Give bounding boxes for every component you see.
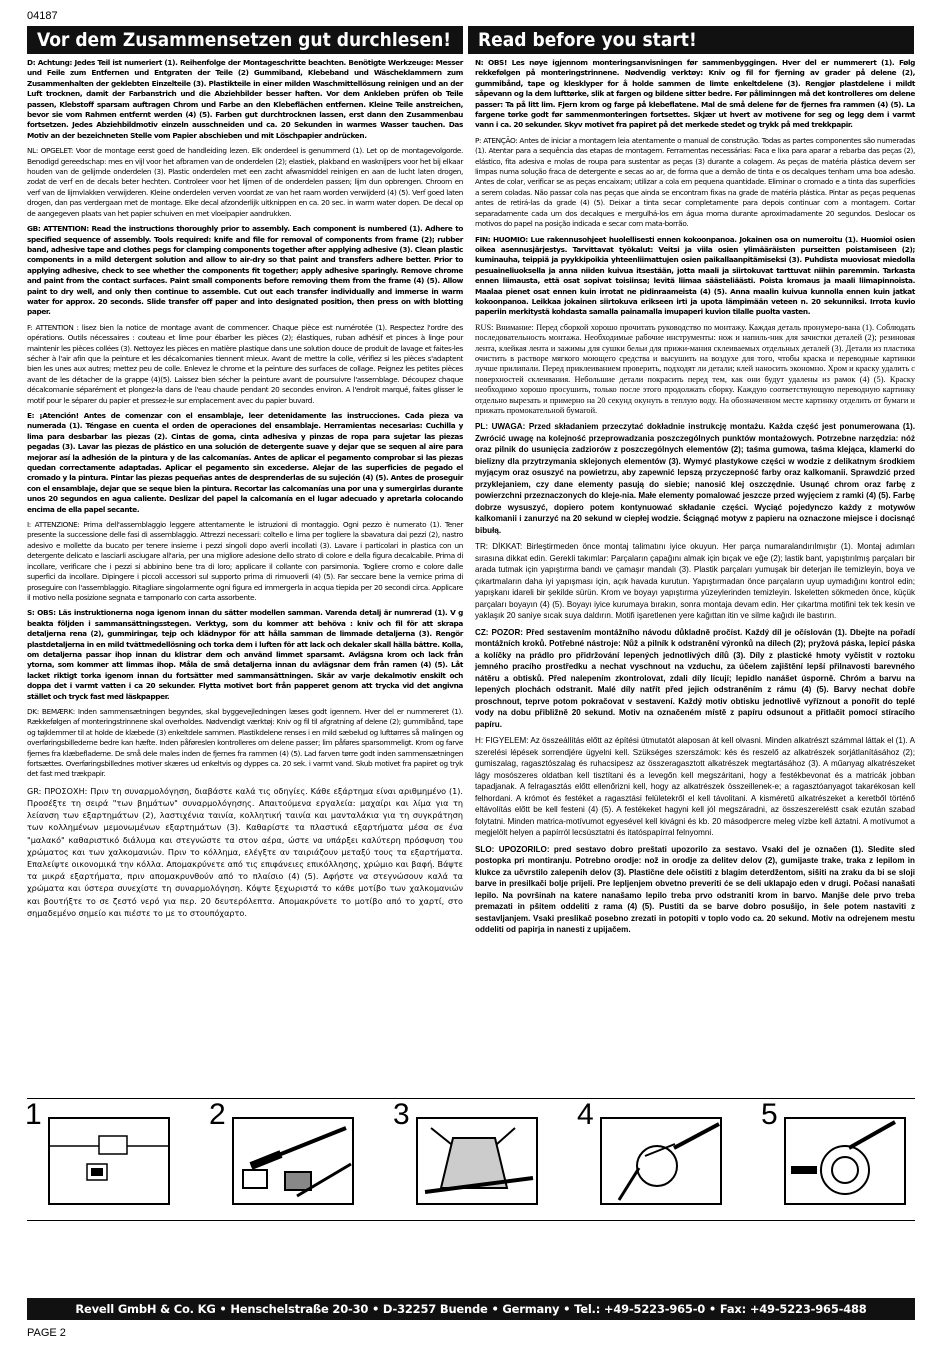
step-number: 2 (209, 1098, 226, 1131)
step-number: 5 (761, 1098, 778, 1131)
divider (27, 1098, 915, 1099)
text-fr: F: ATTENTION : lisez bien la notice de montage avant de commencer. Chaque pièce est numérotée (1). Respectez l'ordre des opérations. Outils nécessaires : couteau et lime pour ébarber les pièces (2); élastiques, ruban adhésif et pinces à linge pour maintenir les pièces collées (3). Nettoyez les pièces en matière plastique dans une solution douce de produit de lavage et faites-les sécher à l'air afin que la peinture et les décalcomanies tiennent mieux. Avant de mettre la colle, vérifiez si les pièces s'adaptent bien les unes aux autres; mettez peu de colle. Enlevez le chrome et la peinture des surfaces de collage. Peignez les petites pièces avant de les détacher de la grappe (4)(5). Laissez bien sécher la peinture avant de poursuivre l'assemblage. Découpez chaque décalcomanie séparément et plongez-la dans de l'eau chaude pendant 20 secondes environ. A l'endroit marqué, faites glisser le motif pour le séparer du papier et pressez-le sur emplacement avec du papier buvard. (27, 322, 463, 405)
text-es: E: ¡Atención! Antes de comenzar con el ensamblaje, leer detenidamente las instrucciones. Cada pieza va numerada (1). Téngase en cuenta el orden de operaciones del ensamblaje. Herramientas necesarias: Cuchilla y lima para desbarbar las piezas (2). Cintas de goma, cinta adhesiva y pinzas de ropa para sujetar las piezas pegadas (3). Lavar las piezas de plástico en una solución de detergente suave y dejar que se sequen al aire para mejorar así la adhesión de la pintura y de las calcomanías. Antes de aplicar el pegamento comprobar si las piezas quedan correctamente adaptadas. Aplicar el pegamento sin excederse. Alejar de las superficies de pegado el cromado y la pintura. Pintar las piezas pequeñas antes de desprenderlas de su sujeción (4) (5). Antes de proseguir con el ensamblaje, dejar que se seque bien la pintura. Recortar las calcomanías una por una y sumergirlas durante unos 20 segundos en agua caliente. Deslizar del papel la calcomanía en el lugar adecuado y apretarla colocando encima de ella papel secante. (27, 411, 463, 514)
text-cz: CZ: POZOR: Před sestavením montážního návodu důkladně pročíst. Každý díl je očíslován (1). Dbejte na pořadí montážních kroků. Potřebné nástroje: Nůž a pilník k odstranění výronků na dílech (2); pryžová páska, lepicí páska a kolíčky na prádlo pro přidržování lepených jednotlivých dílů (3). Díly z plastické hmoty vyčistit v roztoku jemného pracího prostředku a nechat vyschnout na vzduchu, za účelem zajištění lepší přilnavosti barevného nátěru a obtisků. Před nalepením zkontrolovat, zdali díly lícují; lepidlo nanášet úsporně. Chróm a barvu na lepených plochách odstranit. Malé díly natřít před jejich odstraněním z rámu (4) (5). Barvy nechat dobře proschnout, teprve potom pokračovat v sestavení. Každý motiv obtisku jednotlivě vyříznout a ponořit do teplé vody na dobu přibližně 20 sekund. Motiv na označeném místě z papíru odsunout a přitlačit pomocí stíracího papíru. (475, 627, 915, 729)
text-se: S: OBS: Läs instruktionerna noga igenom innan du sätter modellen samman. Varenda detalj är numrerad (1). V g beakta följden i sammansättningsstegen. Verktyg, som du kommer att behöva : kniv och fil för att skrapa detaljerna rena (2), gummiringar, tejp och klädnypor för att hålla samman de limmade detaljerna (3). Rengör plastdetaljerna in en mild tvättmedellösning och torka dem i luften för att lack och dekaler skall hälla bättre. Kolla, om detaljerna passar ihop innan du klistrar dem och använd limmet sparsamt. Avlägsna krom och lack från ytorna, som kommer att limmas ihop. Måla de små detaljerna innan du avlägsnar dem från ramen (4) (5). Låt lacket riktigt torka igenom innan du fortsätter med sammansättningen. Skär av varje dekalmotiv enskilt och doppa det i varmt vatten i ca 20 sekunder. Flytta motivet bort från papperet genom att trycka vid det angivna stället och tryck fast med läskpapper. (27, 608, 463, 701)
left-column (27, 58, 463, 924)
text-gr: GR: ΠΡΟΣΟΧΗ: Πριν τη συναρμολόγηση, διαβάστε καλά τις οδηγίες. Κάθε εξάρτημα είναι αριθμημένο (1). Προσέξτε τη σειρά "των βημάτων" συναρμολόγησης. Απαιτούμενα εργαλεία: μαχαίρι και λίμα για τη λείανση των εξαρτημάτων (2), λαστιχένια ταινία, κολλητική ταινία και μανταλάκια για τη συγκράτηση των κολλημένων μεμονωμένων εξαρτημάτων (3). Καθαρίστε τα πλαστικά εξαρτήματα μέσα σε ένα "μαλακό" καθαριστικό διάλυμα και στεγνώστε τα στον αέρα, ώστε να υπάρξει καλύτερη πρόσφυση του χρώματος και των χαλκομανιών. Πριν το κόλλημα, ελέγξτε αν ταιριάζουν μεταξύ τους τα εξαρτήματα. Επαλείψτε οικονομικά την κόλλα. Απομακρύνετε από τις επιφάνειες επικόλλησης, χρώμιο και βαφή. Βάψτε τα μικρά εξαρτήματα, πριν απομακρυνθούν από το πλαίσιο (4) (5). Αφήστε να στεγνώσουν καλά τα χρώματα και ύστερα συνεχίστε τη συναρμολόγηση. Κόψτε ξεχωριστά το κάθε μοτίβο των χαλκομανιών και βουτήξτε το σε ζεστό νερό για περ. 20 δευτερόλεπτα. Απομακρύνετε το μοτίβο από το χαρτί, στο σημαδεμένο σημείο και πιέστε το με το στουπόχαρτο. (27, 785, 463, 918)
text-it: I: ATTENZIONE: Prima dell'assemblaggio leggere attentamente le istruzioni di montaggio. Ogni pezzo è numerato (1). Tener presente la successione delle fasi di assemblaggio. Attrezzi necessari: coltello e lima per togliere la sbavatura dai pezzi (2), nastro adesivo e mollette da bucato per tenere insieme i pezzi singoli dopo averli incollati (3). Lavare i particolari in plastica con un detergente delicato e lasciarli asciugare all'aria, per una migliore adesione dello strato di colore e della figura decalcabile. Prima di incollare, verificare che i pezzi si abbinino bene tra di loro; applicare il collante con parsimonia. Togliere cromo e colore dalle superfici da incollare. Dipingere i piccoli accessori sul supporto prima di rimuoverli (4) (5). Far seccare bene la vernice prima di proseguire con l'assemblaggio. Ritagliare singolarmente ogni figura ed immergerla in acqua tiepida per 20 secondi circa. Applicare il motivo nella posizione segnata e tamponarlo con carta assorbente. (27, 520, 463, 602)
text-fi: FIN: HUOMIO: Lue rakennusohjeet huolellisesti ennen kokoonpanoa. Jokainen osa on numeroitu (1). Huomioi osien oikea asennusjärjestys. Tarvittavat työkalut: Veitsi ja viila osien ylimääräisten purseitten poistamiseen (2); kuminauha, teippiä ja pyykkipoikia yhteenliimattujen osien paikallaanpitämiseksi (3). Puhdista muoviosat miedolla pesuaineliuoksella ja anna niiden kuivua itsestään, jotta maali ja siirtokuvat tarttuvat niihin paremmin. Tarkasta ennen liimausta, että osat sopivat toisiinsa; levitä liimaa säästeliäästi. Poista kromaus ja maali liimapinnoista. Maalaa pienet osat ennen kuin irrotat ne pidinraameista (4) (5). Anna maalin kuivua kunnolla ennen kuin jatkat kokoonpanoa. Leikkaa jokainen siirtokuva erikseen irti ja upota lämpimään veteen n. 20 sekunniksi. Irrota kuvio paperiin merkitystä kohdasta samalla painamalla imupaperi kuvion tilalle puolta vasten. (475, 234, 915, 317)
knife-file-icon (211, 1108, 361, 1212)
assembly-steps (25, 1098, 915, 1214)
text-gb: GB: ATTENTION: Read the instructions thoroughly prior to assembly. Each component is numbered (1). Adhere to specified sequence of assembly. Tools required: knife and file for removal of components from frame (2); rubber band, adhesive tape and clothes pegs for clamping components together after applying adhesive (3). Clean plastic components in a mild detergent solution and allow to air-dry so that paint and transfers adhere better. Prior to applying adhesive, check to see whether the components fit together; apply adhesive sparingly. Remove chrome and paint from the contact surfaces. Paint small components before removing them from the frame (4) (5). Allow paint to dry well, and only then continue to assemble. Cut out each transfer individually and immerse in warm water for approx. 20 seconds. Slide transfer off paper and into designated position, then press on with blotting paper. (27, 224, 463, 317)
paint-brush-icon (579, 1108, 729, 1212)
clamp-icon (395, 1108, 545, 1212)
step-number: 1 (25, 1098, 42, 1131)
step-2 (209, 1098, 361, 1212)
text-slo: SLO: UPOZORILO: pred sestavo dobro preštati upozorilo za sestavo. Vsaki del je označen (1). Sledite sled postopka pri montiranju. Potrebno orodje: nož in orodje za delitev delov (2), gumijaste trake, traka z lepilom in klukce za učvrstilo zalepenih delov (3). Plastične dele očistiti z blagim deterdžentom, sišiti na zraku da bi se sloji barve in presilkači bolje prijeli. Pre lepljenjem obvetno preveriti će se deli uklapajo eden v drugi. Počasi nanašati lepilo. Na površinah na katere nanašamo lepilo treba prvo odstraniti krom in barvo. Manjše dele prvo treba premazati in pšitem oddeliti z rama (4) (5). Pustiti da se barve dobro posušijo, in šele potem nastaviti z sestavljanjem. Vsaki preslikač posebno zrezati in potopiti v toplo vodo ca. 20 sekund. Motiv na odrejenem mestu oddeliti od papirja in nanesti z upijačem. (475, 844, 915, 935)
step-number: 3 (393, 1098, 410, 1131)
text-ru: RUS: Внимание: Перед сборкой хорошо прочитать руководство по монтажу. Каждая деталь пронумеро-вана (1). Соблюдать последовательность монтажа. Необходимые рабочие инструменты: нож и напиль-ник для зачистки деталей (2); резиновая лента, клейкая лента и зажимы для сушки бельи для прижи-мания склеиваемых отдельных деталей (3). Детали из пластика очистить в растворе мягкого моющего средства и высушить на воздухе для того, чтобы краска и переводные картинки лучше прилипали. Перед приклеиванием проверить, подходят ли детали; клей наносить экономно. Хром и краску удалить с поверхностей склеивания. Небольшие детали покрасить перед тем, как они будут удалены из рамок (4) (5). Краску необходимо хорошо просушить, только после этого продолжать сборку. Каждую соответствующую переводную картинку отдельно вырезать и примерно на 20 секунд окунуть в теплую воду. На обозначенном месте картинку отделить от бумаги и прижать промокательной бумагой. (475, 322, 915, 415)
decal-icon (763, 1108, 913, 1212)
heading-german: Vor dem Zusammensetzen gut durchlesen! (27, 26, 463, 54)
step-1 (25, 1098, 177, 1212)
divider (27, 1220, 915, 1221)
page-number: PAGE 2 (27, 1327, 66, 1339)
text-no: N: OBS! Les nøye igjennom monteringsanvisningen før sammenbyggingen. Hver del er nummerert (1). Følg rekkefølgen på monteringstrinnene. Nødvendig verktøy: Kniv og fil for fjerning av grader på delene (2), gummibånd, tape og klesklyper for å holde sammen de limte enkeltdelene (3). Rengjør plastdelene i mildt såpevann og la dem lufttørke, slik at fargen og bildene sitter bedre. Før påliminngen må det kontrolleres om delene passer: Ta på litt lim. Fjern krom og farge på klebeflatene. Mal de små delene før de fjernes fra rammen (4) (5). La fargene tørke godt før sammenmonteringen fortsettes. Skjær ut hvert av motivene for seg og legg dem i varmt vann i ca. 20 sekunder. Skyv motivet fra papiret på det merkede stedet og trykk på med trekkpapir. (475, 58, 915, 130)
text-tr: TR: DİKKAT: Birleştirmeden önce montaj talimatını iyice okuyun. Her parça numaralandırılmıştır (1). Montaj adımları sırasına dikkat edin. Gerekli takımlar: Parçaların çapağını almak için bıçak ve eğe (2); lastik bant, yapıştırılmış parçaları bir arada tutmak için yapıştırma bandı ve çamaşır mandalı (3). Plastik parçaları yumuşak bir deterjan ile temizleyin, boya ve çıkartmaların daha iyi yapışması için, açık havada kurutun. Yapıştırmadan önce parçaların uyup uymadığını kontrol edin; yapışkanı idareli bir şekilde sürün. Krom ve boyayı yapıştırma yüzeylerinden temizleyin. İskeletten sökmeden önce, küçük parçaları boyayın (4) (5). Boyayı iyice kurumaya bırakın, sonra montaja devam edin. Her çıkartma motifini tek tek kesin ve yaklaşık 20 saniye sıcak suya daldırın. Motifi işaretlenen yere kağıttan itin ve silme kağıdı ile bastırın. (475, 542, 915, 621)
text-nl: NL: OPGELET: Voor de montage eerst goed de handleiding lezen. Elk onderdeel is genummerd (1). Let op de montagevolgorde. Benodigd gereedschap: mes en vijl voor het afbramen van de onderdelen (2); elastiek, plakband en wasknijpers voor het bij elkaar houden van de gelijmde onderdelen (3). Plastic onderdelen met een zacht afwasmiddel reinigen en aan de lucht laten drogen, zodat de verf en de decals beter hechten. Controleer voor het lijmen of de onderdelen passen; lijm dun opbrengen. Chroom en verf van de lijmvlakken verwijderen. Kleine onderdelen verven voordat ze van het raam worden verwijderd (4) (5). Verf goed laten drogen, dan pas verdergaan met de montage. Elke decal afzonderlijk uitknippen en ca. 20 sec. in warm water dopen. De decal op de aangegeven plaats van het papier schuiven en met vloeipapier aandrukken. (27, 146, 463, 218)
text-hu: H: FIGYELEM: Az összeállítás előtt az építési útmutatót alaposan át kell olvasni. Minden alkatrészt számmal láttak el (1). A szerelési lépések sorrendjére ügyelni kell. Szükséges szerszámok: kés és reszelő az alkatrészek sorjátlanításához (2); gumiszalag, ragasztószalag és ruhacsipesz az összeragasztott alkatrészek megtartásához (3). A műanyag alkatrészeket lágy mosószeres oldatban kell tisztítani és a levegőn kell megszáritani, hogy a festékbevonat és a matricák jobban tapadjanak. A felragasztás előtt ellenőrizni kell, hogy az alkatrészek összeillenek-e; a ragasztóanyagot takarékosan kell felhordani. A krómot és festéket a ragasztási felületekről el kell távolitani. A kisméretű alkatrészeket a keretből történő eltávolítás előtt be kell festeni (4) (5). A festékeket hagyni kell jól megszáradni, az összeszereléstt csak ezután szabad folytatni. Minden matrica-motívumot egyesével kell kivágni és kb. 20 másodpercre meleg vízbe kell áztatni. A motívumot a megjelölt helyen a papírról lecsúsztatni és itatóspapírral felnyomni. (475, 736, 915, 838)
text-dk: DK: BEMÆRK: Inden sammensætningen begyndes, skal byggevejledningen læses godt igennem. Hver del er nummereret (1). Rækkefølgen af monteringstrinnene skal overholdes. Nødvendigt værktøj: Kniv og fil til afgratning af delene (2); gummibånd, tape og tøjklemmer til at holde de klæbede (3) enkeltdele sammen. Plastikdelene renses i en mild sæbelud og lufttørres så malingen og overføringsbillederne bedre kan hæfte. Inden påføreslen kontrolleres om delene passer; lim påføres sparsommeligt. Krom og farve fjernes fra klæbefladerne. De små dele males inden de fjernes fra rammen (4) (5). Lad farven tørre godt inden sammensætningen fortsættes. Overføringsbillednes motiver skæres ud enkeltvis og dyppes ca. 20 sek. i varmt vand. Skub motivet fra papiret og tryk det fast med trækpapir. (27, 706, 463, 779)
text-pl: PL: UWAGA: Przed składaniem przeczytać dokładnie instrukcję montażu. Każda część jest ponumerowana (1). Zwrócić uwagę na kolejność przeprowadzania poszczególnych punktów montażowych. Potrzebne narzędzia: nóż oraz pilnik do usunięcia zadziorów z poszczególnych elementów (2); taśma gumowa, taśma klejąca, klamerki do bielizny dla przytrzymania sklejonych elementów (3). Wymyć plastykowe części w wodzie z delikatnym środkiem myjącym oraz osuszyć na powietrzu, aby zapewnić lepszą przyczepność farby oraz kalkomanii. Sprawdzić przed przyklejaniem, czy dane elementy pasują do siebie; nanosić klej oszczędnie. Usunąć chrom oraz farbę z powierzchni przeznaczonych do kleje-nia. Małe elementy pomalować jeszcze przed wyjęciem z ramki (4) (5). Farbę dobrze wysuszyć, dopiero potem kontynuować składanie części. Wyciąć pojedynczo każdy z motywów kalkomanii i zanurzyć na 20 sekund w ciepłej wodzie. Ściągnąć motyw z papieru na oznaczone miejsce i docisnąć bibułą. (475, 422, 915, 535)
document-code: 04187 (27, 10, 58, 22)
step-4 (577, 1098, 729, 1212)
numbered-part-icon (27, 1108, 177, 1212)
step-number: 4 (577, 1098, 594, 1131)
step-5 (761, 1098, 913, 1212)
text-pt: P: ATENÇÃO: Antes de iniciar a montagem leia atentamente o manual de construção. Todas as partes componentes são numeradas (1). Atentar para a sequência das etapas de montagem. Ferramentas necessárias: Faca e lixa para aparar a rebarba das peças (2), elástico, fita adesiva e molas de roupa para sustentar as peças (3) durante a colagem. As peças de matéria plástica devem ser limpas numa solução fraca de detergente e secas ao ar, de forma que a demão de tinta e os decalques tenham uma boa adesão. Antes de colar, verificar se as peças encaixam; utilizar a cola em pequena quantidade. Eliminar o cromado e a tinta das superfícies a serem coladas. Não passar cola nas peças que ainda se encontram fixas na grade de matéria plástica. Pintar as peças pequenas antes de retirá-las da grade (4) (5). Deixar a tinta secar completamente para depois continuar com a montagem. Cortar separadamente cada um dos decalques e mergulhá-los em água morna durante aproximadamente 20 segundos. Deslocar os motivos do papel na posição indicada e secar com mata-borrão. (475, 135, 915, 229)
footer-address: Revell GmbH & Co. KG • Henschelstraße 20-30 • D-32257 Buende • Germany • Tel.: +49-5223-965-0 • Fax: +49-5223-965-488 (27, 1298, 915, 1320)
right-column (475, 58, 915, 941)
heading-english: Read before you start! (468, 26, 914, 54)
text-de: D: Achtung: Jedes Teil ist numeriert (1). Reihenfolge der Montageschritte beachten. Benötigte Werkzeuge: Messer und Feile zum Entfernen und Entgraten der Teile (2) Gummiband, Klebeband und Wäscheklammern zum Zusammenhalten der geklebten Einzelteile (3). Plastikteile in einer milden Waschmittellösung reinigen und an der Luft trocknen, damit der Farbanstrich und die Abziehbilder besser haften. Vor dem Ankleben prüfen ob Teile passen, Klebstoff sparsam auftragen Chrom und Farbe an den Klebeflächen entfernen. Kleine Teile anstreichen, bevor sie vom Rahmen entfernt werden (4) (5). Farben gut durchtrocknen lassen, erst dann den Zusammenbau fortsetzen. Jedes Abziehbildmotiv einzeln ausschneiden und ca. 20 Sekunden in warmes Wasser tauchen. Das Motiv an der bezeichneten Stelle vom Papier abschieben und mit Löschpapier andrücken. (27, 58, 463, 140)
step-3 (393, 1098, 545, 1212)
